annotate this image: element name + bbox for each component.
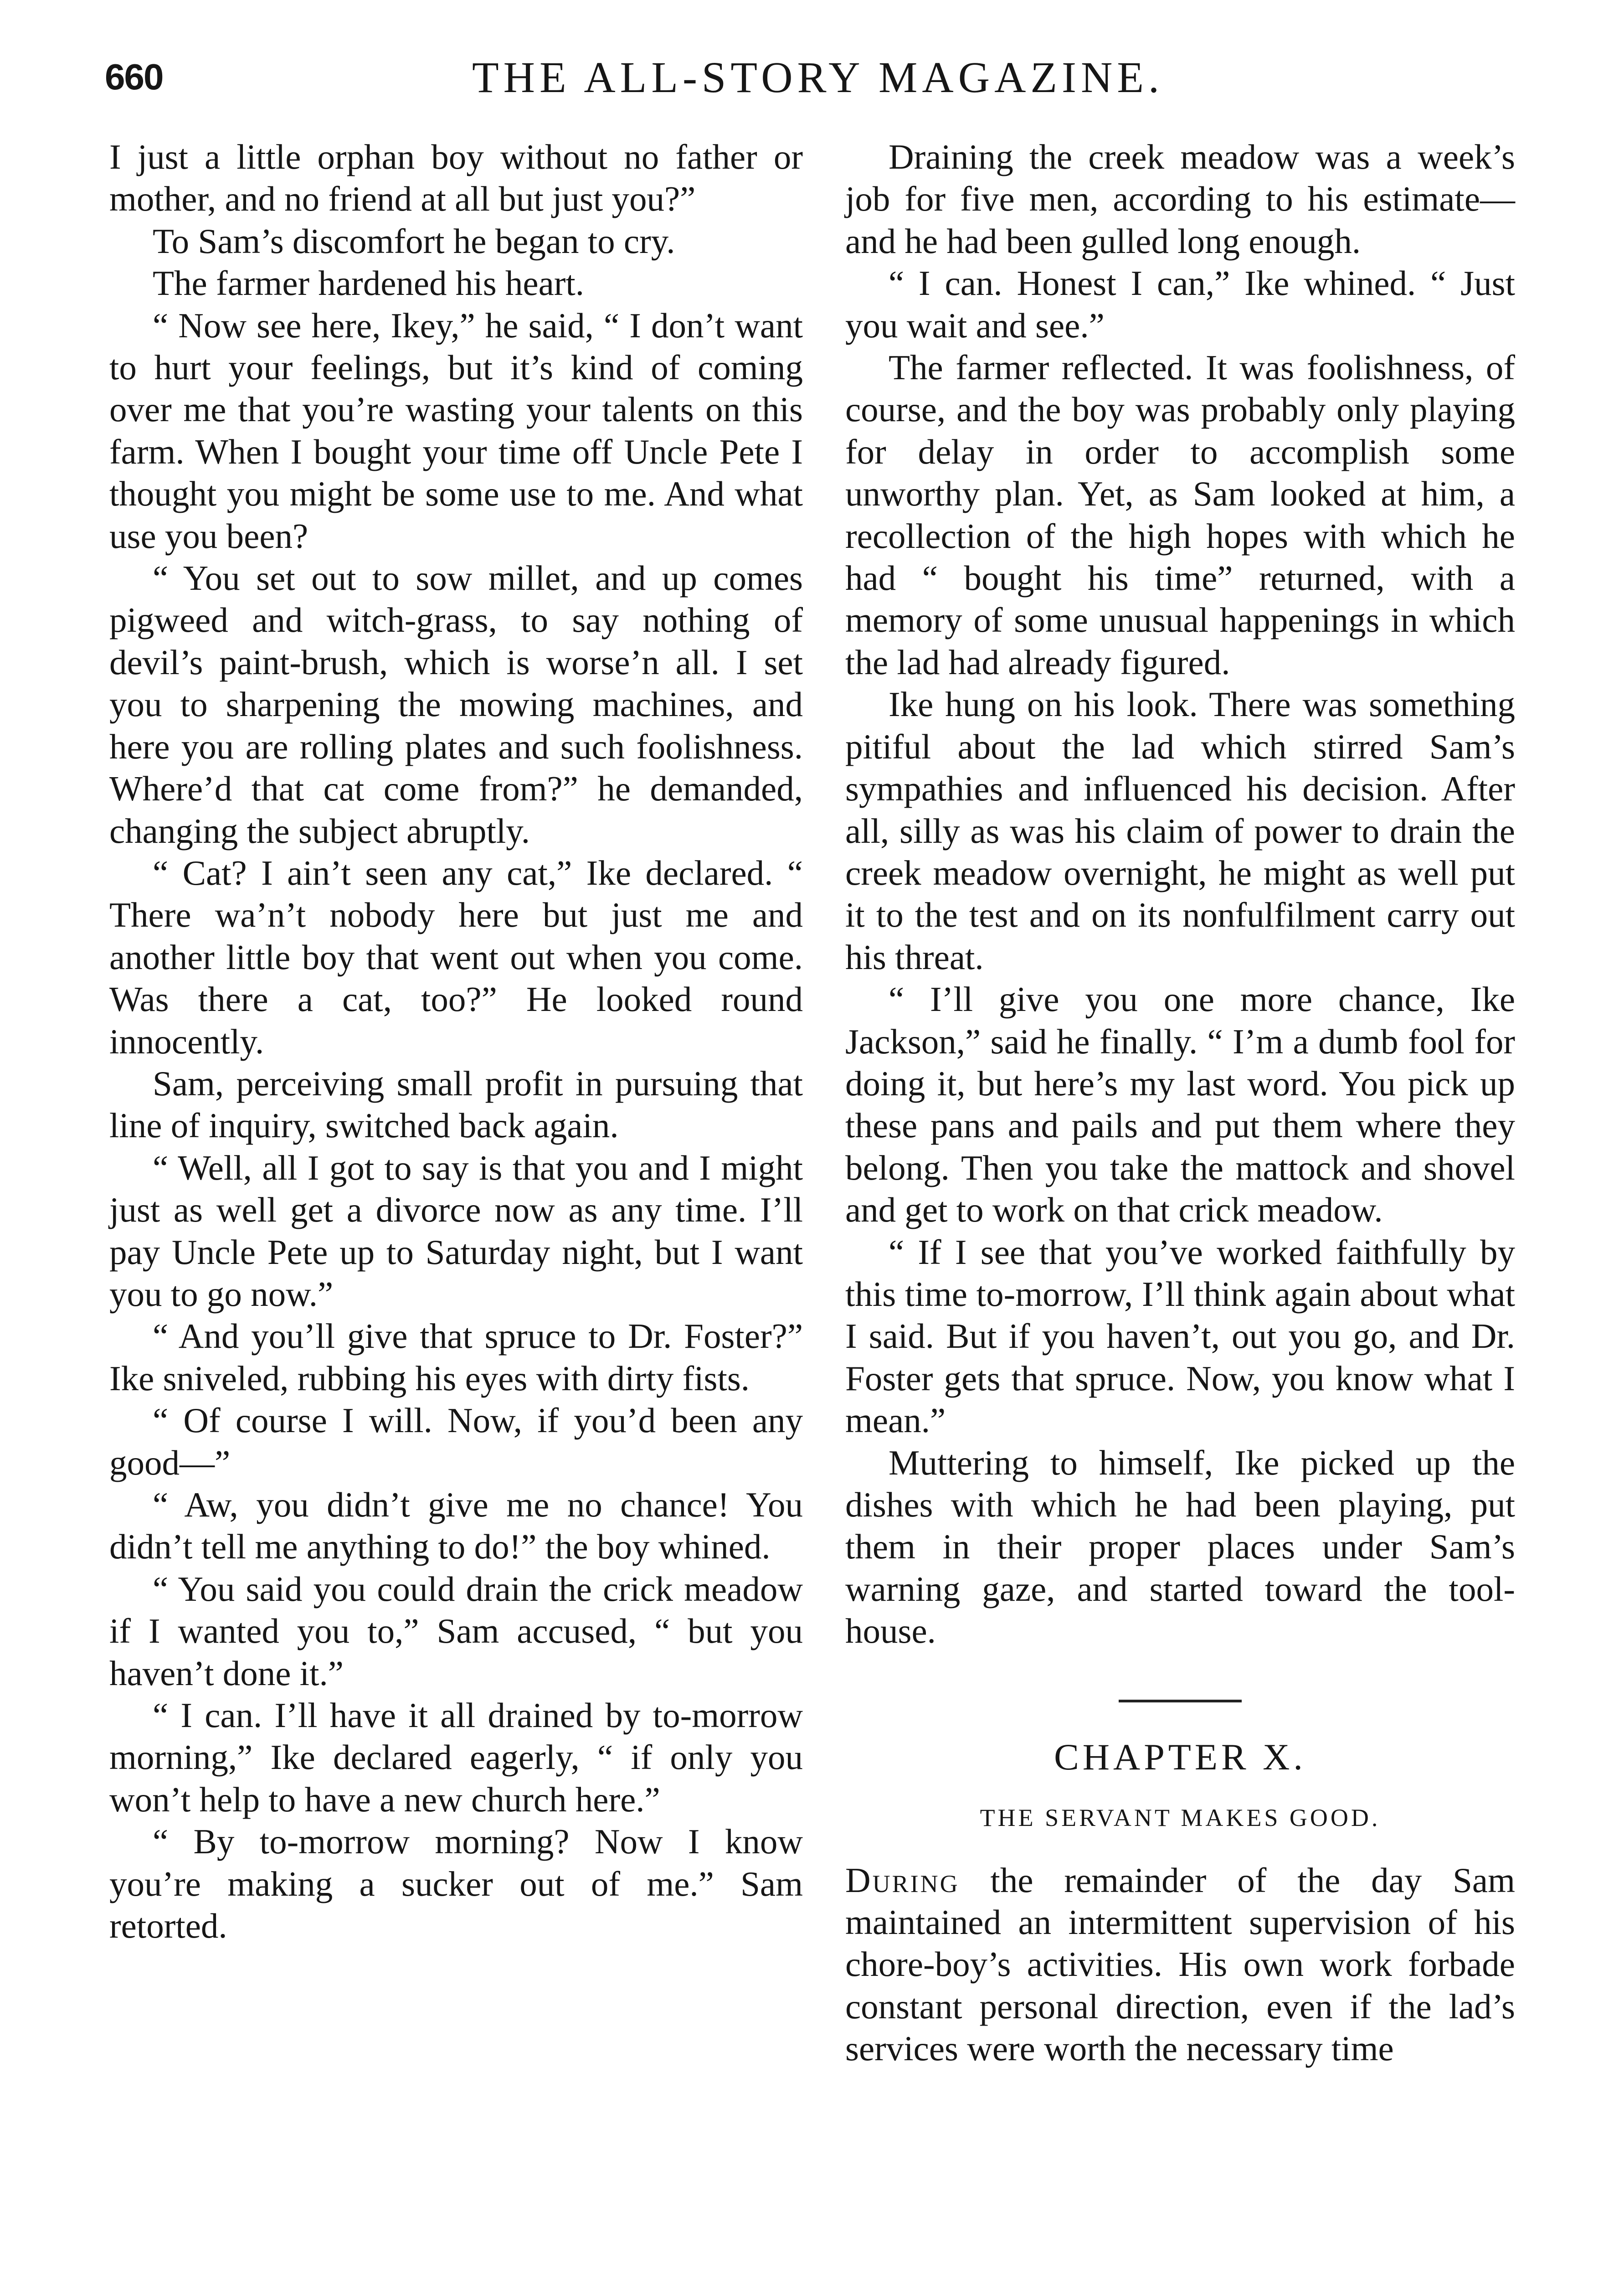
page-number: 660 bbox=[105, 57, 163, 97]
running-title: THE ALL-STORY MAGAZINE. bbox=[472, 53, 1164, 102]
chapter-title: CHAPTER X. bbox=[1054, 1736, 1306, 1778]
paragraph: “ You said you could drain the crick meadow if I wanted you to,” Sam accused, “ but you haven’t done it.” bbox=[109, 1569, 803, 1693]
left-column bbox=[109, 136, 803, 1947]
chapter-opening-word: During bbox=[845, 1860, 960, 1900]
paragraph: The farmer hardened his heart. bbox=[153, 263, 585, 303]
paragraph: “ You set out to sow millet, and up comes pigweed and witch-grass, to say nothing of devil’s paint-brush, which is worse’n all. I set you to sharpening the mowing machines, and here you are rolling plates and such foolishness. Where’d that cat come from?” he demanded, changing the subject abruptly. bbox=[109, 558, 803, 851]
paragraph: The farmer reflected. It was foolishness, of course, and the boy was probably only playing for delay in order to accomplish some unworthy plan. Yet, as Sam looked at him, a recollection of the high hopes with which he had “ bought his time” returned, with a memory of some unusual happenings in which the lad had already figured. bbox=[845, 348, 1515, 682]
right-column bbox=[845, 136, 1515, 2070]
chapter-subtitle: THE SERVANT MAKES GOOD. bbox=[980, 1804, 1381, 1831]
paragraph: “ Now see here, Ikey,” he said, “ I don’t want to hurt your feelings, but it’s kind of coming over me that you’re wasting your talents on this farm. When I bought your time off Uncle Pete I thought you might be some use to me. And what use you been? bbox=[109, 305, 803, 556]
paragraph: “ I’ll give you one more chance, Ike Jackson,” said he finally. “ I’m a dumb fool for doing it, but here’s my last word. You pick up these pans and pails and put them where they belong. Then you take the mattock and shovel and get to work on that crick meadow. bbox=[845, 980, 1515, 1230]
paragraph: “ Well, all I got to say is that you and I might just as well get a divorce now as any time. I’ll pay Uncle Pete up to Saturday night, but I want you to go now.” bbox=[109, 1148, 803, 1314]
paragraph: “ I can. Honest I can,” Ike whined. “ Just you wait and see.” bbox=[845, 263, 1515, 345]
page-header bbox=[105, 50, 1531, 114]
paragraph: “ Of course I will. Now, if you’d been any good—” bbox=[109, 1401, 803, 1482]
section-divider bbox=[1119, 1700, 1242, 1702]
paragraph: “ If I see that you’ve worked faithfully by this time to-morrow, I’ll think again about what I said. But if you haven’t, out you go, and Dr. Foster gets that spruce. Now, you know what I mean.” bbox=[845, 1232, 1515, 1440]
paragraph: “ And you’ll give that spruce to Dr. Foster?” Ike sniveled, rubbing his eyes with dirty fists. bbox=[109, 1316, 803, 1398]
chapter-opening-paragraph bbox=[845, 1859, 1515, 2070]
paragraph: “ Aw, you didn’t give me no chance! You didn’t tell me anything to do!” the boy whined. bbox=[109, 1485, 803, 1567]
chapter-opening-text: the remainder of the day Sam maintained an intermittent supervision of his chore-boy’s activities. His own work forbade constant personal direction, even if the lad’s services were worth the necessary time bbox=[845, 1860, 1515, 2068]
paragraph: “ Cat? I ain’t seen any cat,” Ike declared. “ There wa’n’t nobody here but just me and another little boy that went out when you come. Was there a cat, too?” He looked round innocently. bbox=[109, 853, 803, 1061]
paragraph: Draining the creek meadow was a week’s job for five men, according to his estimate—and he had been gulled long enough. bbox=[845, 137, 1515, 261]
paragraph: “ I can. I’ll have it all drained by to-morrow morning,” Ike declared eagerly, “ if only you won’t help to have a new church here.” bbox=[109, 1696, 803, 1819]
paragraph: Ike hung on his look. There was something pitiful about the lad which stirred Sam’s sympathies and influenced his decision. After all, silly as was his claim of power to drain the creek meadow overnight, he might as well put it to the test and on its nonfulfilment carry out his threat. bbox=[845, 685, 1515, 977]
paragraph: Muttering to himself, Ike picked up the dishes with which he had been playing, put them in their proper places under Sam’s warning gaze, and started toward the tool-house. bbox=[845, 1443, 1515, 1651]
paragraph: Sam, perceiving small profit in pursuing that line of inquiry, switched back again. bbox=[109, 1063, 803, 1145]
paragraph: I just a little orphan boy without no father or mother, and no friend at all but just you?” bbox=[109, 137, 803, 219]
paragraph: To Sam’s discomfort he began to cry. bbox=[153, 221, 675, 261]
paragraph: “ By to-morrow morning? Now I know you’re making a sucker out of me.” Sam retorted. bbox=[109, 1822, 803, 1946]
